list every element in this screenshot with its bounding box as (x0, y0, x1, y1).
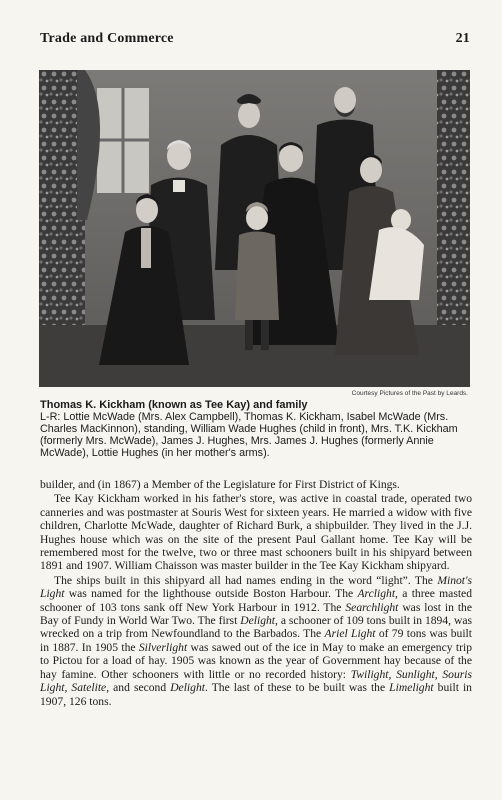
ship-name: Silverlight (138, 640, 188, 654)
page-number: 21 (455, 31, 470, 46)
ship-name: Limelight (389, 681, 434, 695)
ship-name: Arclight (357, 587, 396, 601)
page-header (40, 31, 470, 49)
text-run: built in 1907, 126 tons. (40, 681, 472, 708)
text-run: , a schooner of 109 tons built in 1894, was wrecked on a trip from Newfoundland to the Barbados. The (40, 614, 472, 641)
text-run: The ships built in this shipyard all had names ending in the word “light”. The (54, 573, 438, 587)
text-run: of 79 tons was built in 1887. In 1905 the (40, 627, 472, 654)
ship-name: Delight (240, 614, 276, 628)
text-run: , a three masted schooner of 103 tons sank off New York Harbour in 1912. The (40, 587, 473, 614)
caption-text: L-R: Lottie McWade (Mrs. Alex Campbell), Thomas K. Kickham, Isabel McWade (Mrs. Charles MacKinnon), standing, William Wade Hughes (child in front), Mrs. T.K. Kickham (formerly Mrs. McWade), James J. Hughes, Mrs. James J. Hughes (formerly Annie McWade), Lottie Hughes (in her mother's arms). (40, 411, 458, 459)
body-text (40, 478, 472, 708)
ship-name: Delight (170, 681, 205, 695)
text-run: . The last of these to be built was the (204, 681, 390, 695)
ship-name: Twilight, Sunlight, Souris Light, Satelite, (40, 667, 472, 695)
section-title: Trade and Commerce (40, 31, 174, 46)
text-run: was lost in the Bay of Fundy in World War Two. The first (40, 600, 473, 628)
paragraph (40, 574, 472, 708)
photo-credit: Courtesy Pictures of the Past by Leards. (351, 390, 468, 397)
text-run: was sawed out of the ice in May to make an emergency trip to Pictou for a load of hay. 1905 was known as the year of Government hay because of the hay famine. Other schooners with little or no recorded history: (40, 640, 472, 681)
caption-title: Thomas K. Kickham (known as Tee Kay) and family (40, 399, 308, 411)
text-run: and second (109, 681, 171, 695)
paragraph: Tee Kay Kickham worked in his father's store, was active in coastal trade, operated two canneries and was postmaster at Souris West for sixteen years. He married a widow with five children, Charlotte McWade, daughter of Richard Burk, a shipbuilder. They lived in the J.J. Hughes house which was on the site of the present Paul Gallant home. Tee Kay will be remembered most for the twelve, two or three mast schooners built in his shipyard between 1891 and 1907. William Chaisson was master builder in the Tee Kay Kickham shipyard. (40, 492, 472, 573)
ship-name: Ariel Light (324, 627, 376, 641)
text-run: was named for the lighthouse outside Boston Harbour. The (64, 587, 358, 601)
paragraph: builder, and (in 1867) a Member of the Legislature for First District of Kings. (40, 478, 400, 491)
ship-name: Searchlight (345, 600, 399, 614)
ship-name: Minot's Light (40, 573, 472, 601)
family-photograph (39, 70, 470, 387)
photo-caption (40, 399, 472, 459)
